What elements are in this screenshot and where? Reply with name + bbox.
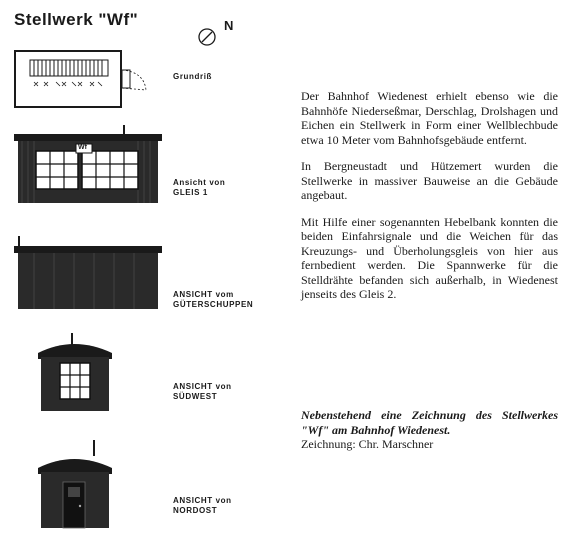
sign-wf: Wf [78, 144, 87, 151]
paragraph: Mit Hilfe einer sogenannten Hebelbank konnten die beiden Einfahrsignale und die Weichen für das Kreuzungs- und Überholungsgleis von hier aus fernbedient werden. Die Spannwerke für die Stelldrähte befanden sich außerhalb, in Wiedenest jenseits des Gleis 2. [301, 214, 558, 301]
view-gleis1-drawing [14, 125, 164, 205]
label-line: GÜTERSCHUPPEN [173, 300, 254, 309]
body-text [301, 89, 558, 312]
label-nordost [173, 496, 232, 516]
label-suedwest [173, 382, 232, 402]
label-line: NORDOST [173, 506, 218, 515]
view-gueterschuppen-drawing [14, 236, 164, 311]
label-line: SÜDWEST [173, 392, 218, 401]
label-grundriss [173, 72, 212, 82]
caption-credit: Zeichnung: Chr. Marschner [301, 437, 434, 451]
label-gueterschuppen [173, 290, 253, 310]
caption-text: Nebenstehend eine Zeichnung des Stellwerkes "Wf" am Bahnhof Wiedenest. [301, 408, 558, 437]
label-line: ANSICHT von [173, 382, 232, 391]
label-line: ANSICHT von [173, 496, 232, 505]
label-line: GLEIS 1 [173, 188, 208, 197]
label-line: Ansicht von [173, 178, 226, 187]
label-gleis1 [173, 178, 225, 198]
view-suedwest-drawing [36, 333, 116, 413]
view-nordost-drawing [36, 440, 116, 530]
paragraph: In Bergneustadt und Hützemert wurden die Stellwerke in massiver Bauweise an die Gebäude angebaut. [301, 159, 558, 202]
label-line: ANSICHT vom [173, 290, 234, 299]
north-arrow-icon [197, 18, 223, 48]
label-line: Grundriß [173, 72, 213, 81]
north-label: N [224, 18, 234, 33]
figure-caption [301, 408, 558, 452]
paragraph: Der Bahnhof Wiedenest erhielt ebenso wie die Bahnhöfe Niederseßmar, Derschlag, Drolshagen und Eichen ein Stellwerk in Form einer Wellblechbude etwa 10 Meter vom Bahnhofsgebäude entfernt. [301, 89, 558, 147]
floor-plan-drawing [14, 50, 152, 110]
page-title: Stellwerk "Wf" [14, 10, 139, 29]
